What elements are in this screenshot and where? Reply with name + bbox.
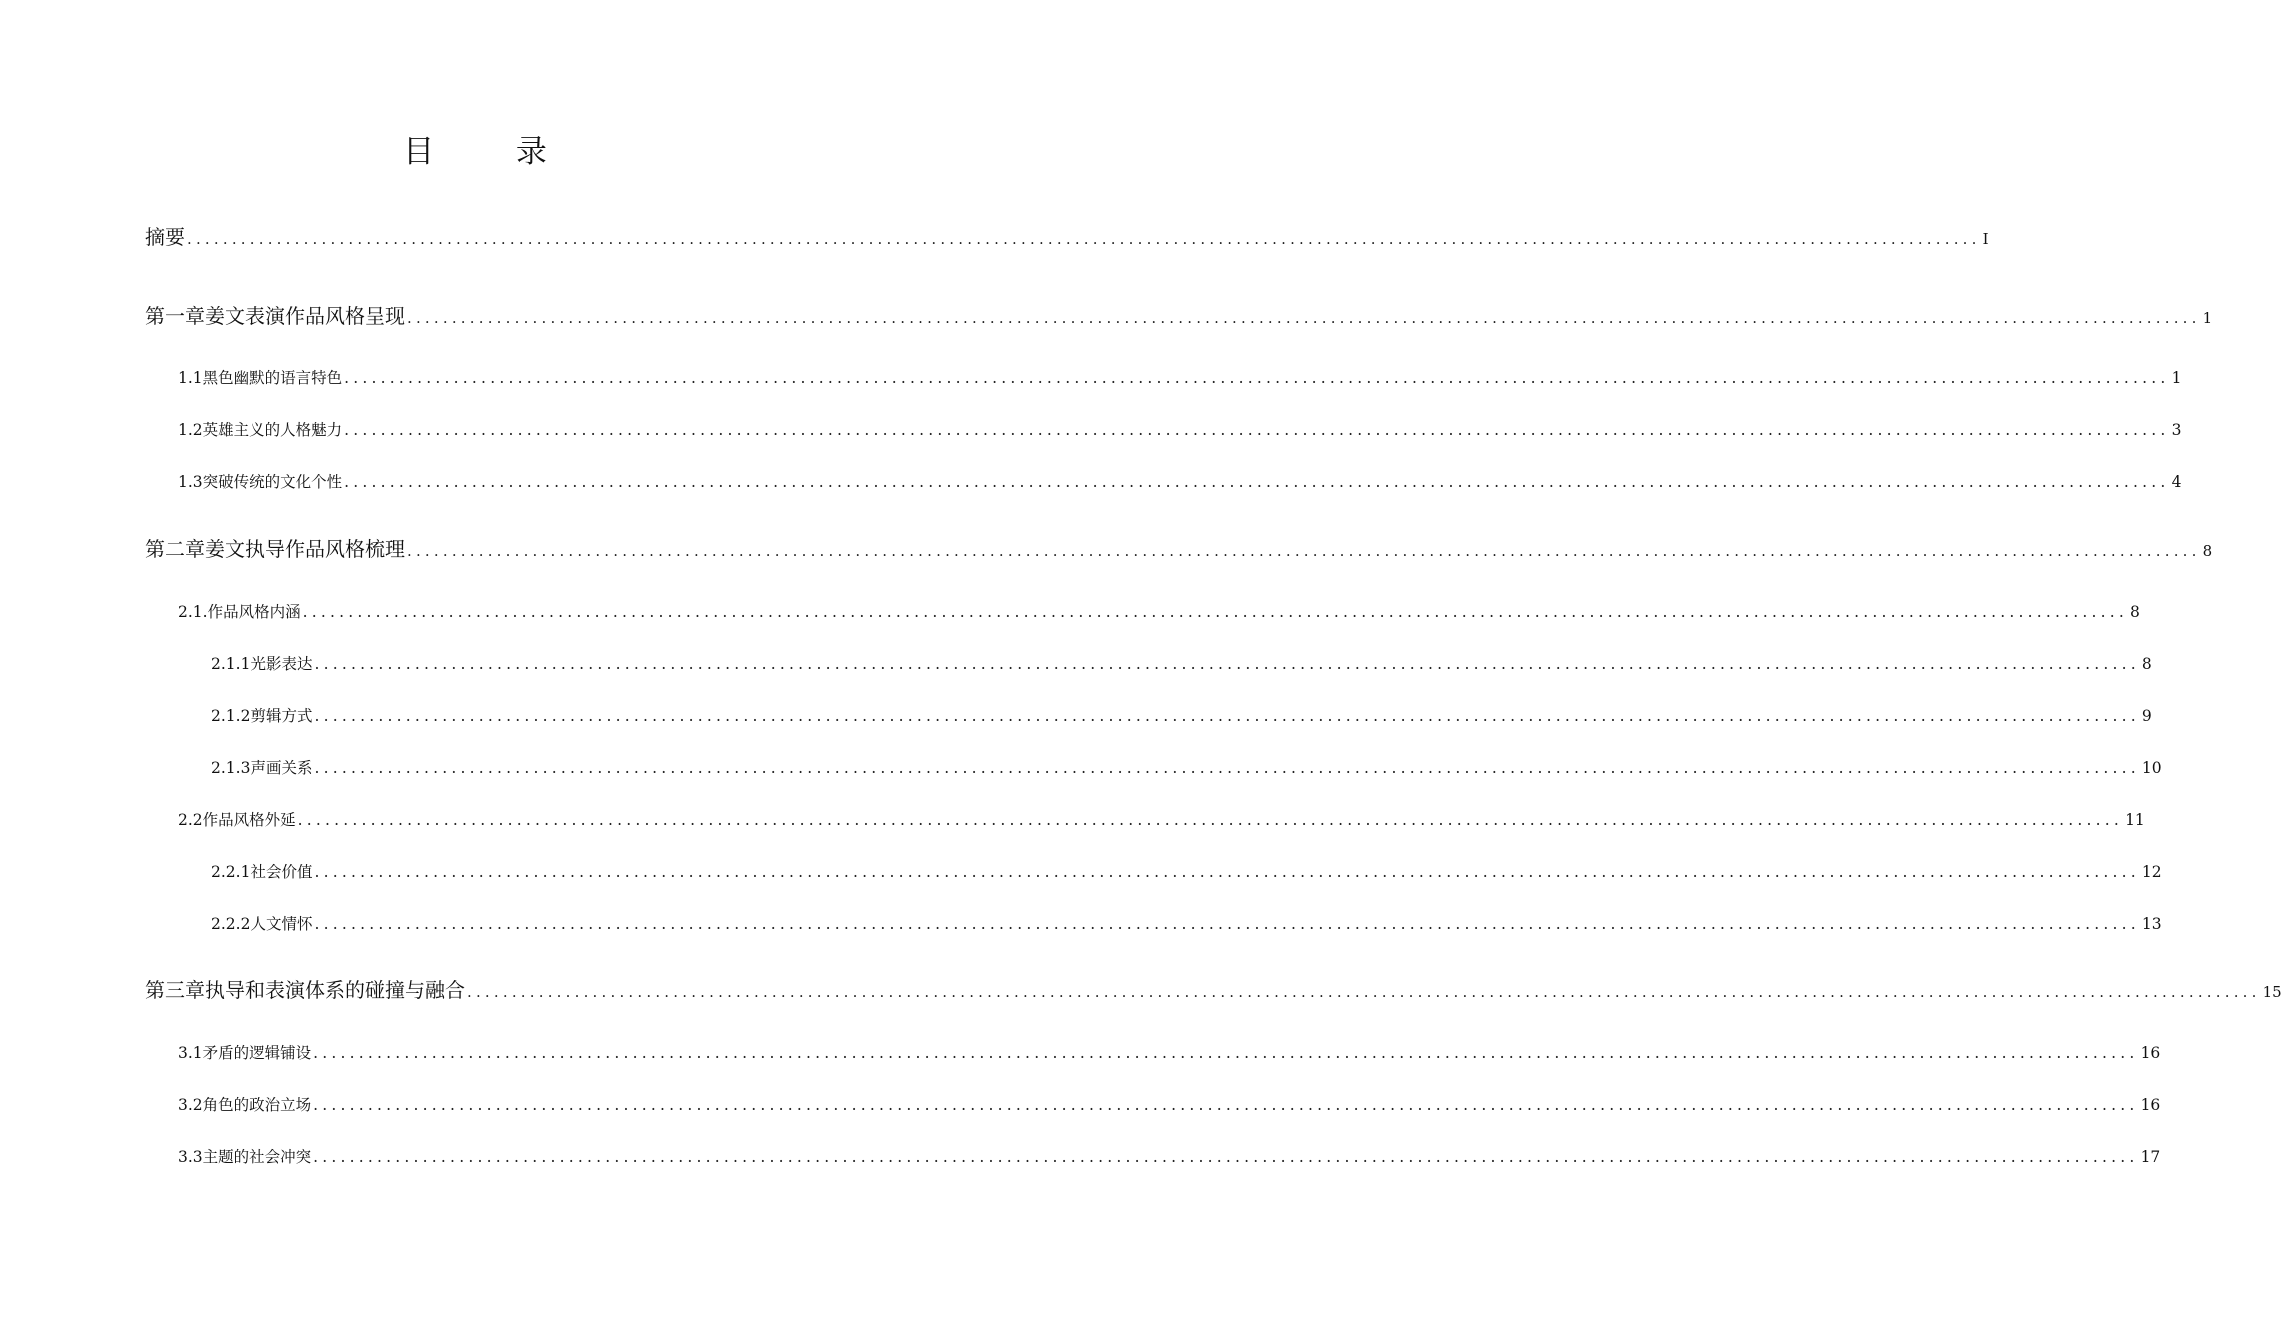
toc-entry-label: 1.2英雄主义的人格魅力 xyxy=(178,421,343,439)
toc-entry-label: 3.3主题的社会冲突 xyxy=(178,1148,312,1166)
dot-leader: ........................................................................................................................................................................................................ xyxy=(344,473,2170,491)
toc-entry-label: 第三章执导和表演体系的碰撞与融合 xyxy=(145,978,465,1002)
toc-entry-section-2-2[interactable] xyxy=(178,808,2145,830)
dot-leader: ........................................................................................................................................................................................................ xyxy=(297,811,2124,829)
toc-entry-page: 16 xyxy=(2140,1096,2161,1114)
toc-entry-page: 13 xyxy=(2141,915,2162,933)
toc-entry-label: 第二章姜文执导作品风格梳理 xyxy=(145,537,405,561)
dot-leader: ........................................................................................................................................................................................................ xyxy=(302,603,2128,621)
toc-entry-page: 10 xyxy=(2141,759,2162,777)
dot-leader: ........................................................................................................................................................................................................ xyxy=(407,542,2201,560)
toc-entry-label: 1.3突破传统的文化个性 xyxy=(178,473,343,491)
dot-leader: ........................................................................................................................................................................................................ xyxy=(313,1148,2139,1166)
dot-leader: ........................................................................................................................................................................................................ xyxy=(407,309,2201,327)
toc-entry-chapter-2[interactable] xyxy=(145,533,2213,562)
dot-leader: ........................................................................................................................................................................................................ xyxy=(314,759,2140,777)
dot-leader: ........................................................................................................................................................................................................ xyxy=(314,915,2140,933)
toc-entry-page: 8 xyxy=(2129,603,2140,621)
toc-entry-section-2-2-2[interactable] xyxy=(211,912,2162,934)
toc-entry-section-2-1-1[interactable] xyxy=(211,652,2152,674)
toc-entry-label: 2.1.3声画关系 xyxy=(211,759,313,777)
toc-entry-label: 3.2角色的政治立场 xyxy=(178,1096,312,1114)
toc-entry-section-1-1[interactable] xyxy=(178,366,2182,388)
toc-entry-section-2-1[interactable] xyxy=(178,600,2140,622)
toc-entry-section-2-2-1[interactable] xyxy=(211,860,2162,882)
toc-entry-page: 11 xyxy=(2125,811,2145,829)
toc-entry-page: 9 xyxy=(2141,707,2152,725)
dot-leader: ........................................................................................................................................................................................................ xyxy=(313,1096,2139,1114)
toc-entry-section-2-1-3[interactable] xyxy=(211,756,2162,778)
toc-entry-page: 1 xyxy=(2202,309,2213,327)
dot-leader: ........................................................................................................................................................................................................ xyxy=(187,230,1981,248)
toc-entry-section-1-2[interactable] xyxy=(178,418,2182,440)
toc-entry-page: 4 xyxy=(2171,473,2182,491)
toc-entry-label: 2.1.作品风格内涵 xyxy=(178,603,301,621)
toc-entry-page: 16 xyxy=(2140,1044,2161,1062)
toc-entry-section-1-3[interactable] xyxy=(178,470,2182,492)
toc-entry-page: 8 xyxy=(2202,542,2213,560)
toc-entry-label: 3.1矛盾的逻辑铺设 xyxy=(178,1044,312,1062)
toc-entry-page: 8 xyxy=(2141,655,2152,673)
toc-title: 目 录 xyxy=(403,134,583,170)
toc-entry-chapter-1[interactable] xyxy=(145,300,2213,329)
toc-entry-page: 15 xyxy=(2262,983,2282,1001)
toc-entry-label: 2.2作品风格外延 xyxy=(178,811,296,829)
toc-entry-label: 2.1.1光影表达 xyxy=(211,655,313,673)
toc-entry-label: 1.1黑色幽默的语言特色 xyxy=(178,369,343,387)
toc-entry-abstract[interactable] xyxy=(145,221,1989,250)
dot-leader: ........................................................................................................................................................................................................ xyxy=(344,421,2170,439)
toc-entry-section-2-1-2[interactable] xyxy=(211,704,2152,726)
toc-entry-section-3-3[interactable] xyxy=(178,1145,2161,1167)
dot-leader: ........................................................................................................................................................................................................ xyxy=(467,983,2261,1001)
toc-entry-chapter-3[interactable] xyxy=(145,974,2282,1003)
dot-leader: ........................................................................................................................................................................................................ xyxy=(344,369,2170,387)
dot-leader: ........................................................................................................................................................................................................ xyxy=(314,863,2140,881)
toc-entry-label: 第一章姜文表演作品风格呈现 xyxy=(145,304,405,328)
toc-entry-section-3-1[interactable] xyxy=(178,1041,2161,1063)
toc-entry-page: 3 xyxy=(2171,421,2182,439)
toc-entry-page: 12 xyxy=(2141,863,2162,881)
toc-entry-label: 2.2.1社会价值 xyxy=(211,863,313,881)
toc-entry-section-3-2[interactable] xyxy=(178,1093,2161,1115)
toc-entry-label: 2.1.2剪辑方式 xyxy=(211,707,313,725)
toc-entry-label: 2.2.2人文情怀 xyxy=(211,915,313,933)
toc-entry-page: I xyxy=(1982,230,1989,248)
toc-entry-page: 17 xyxy=(2140,1148,2161,1166)
dot-leader: ........................................................................................................................................................................................................ xyxy=(314,707,2140,725)
dot-leader: ........................................................................................................................................................................................................ xyxy=(313,1044,2139,1062)
toc-entry-page: 1 xyxy=(2171,369,2182,387)
dot-leader: ........................................................................................................................................................................................................ xyxy=(314,655,2140,673)
toc-entry-label: 摘要 xyxy=(145,225,185,249)
